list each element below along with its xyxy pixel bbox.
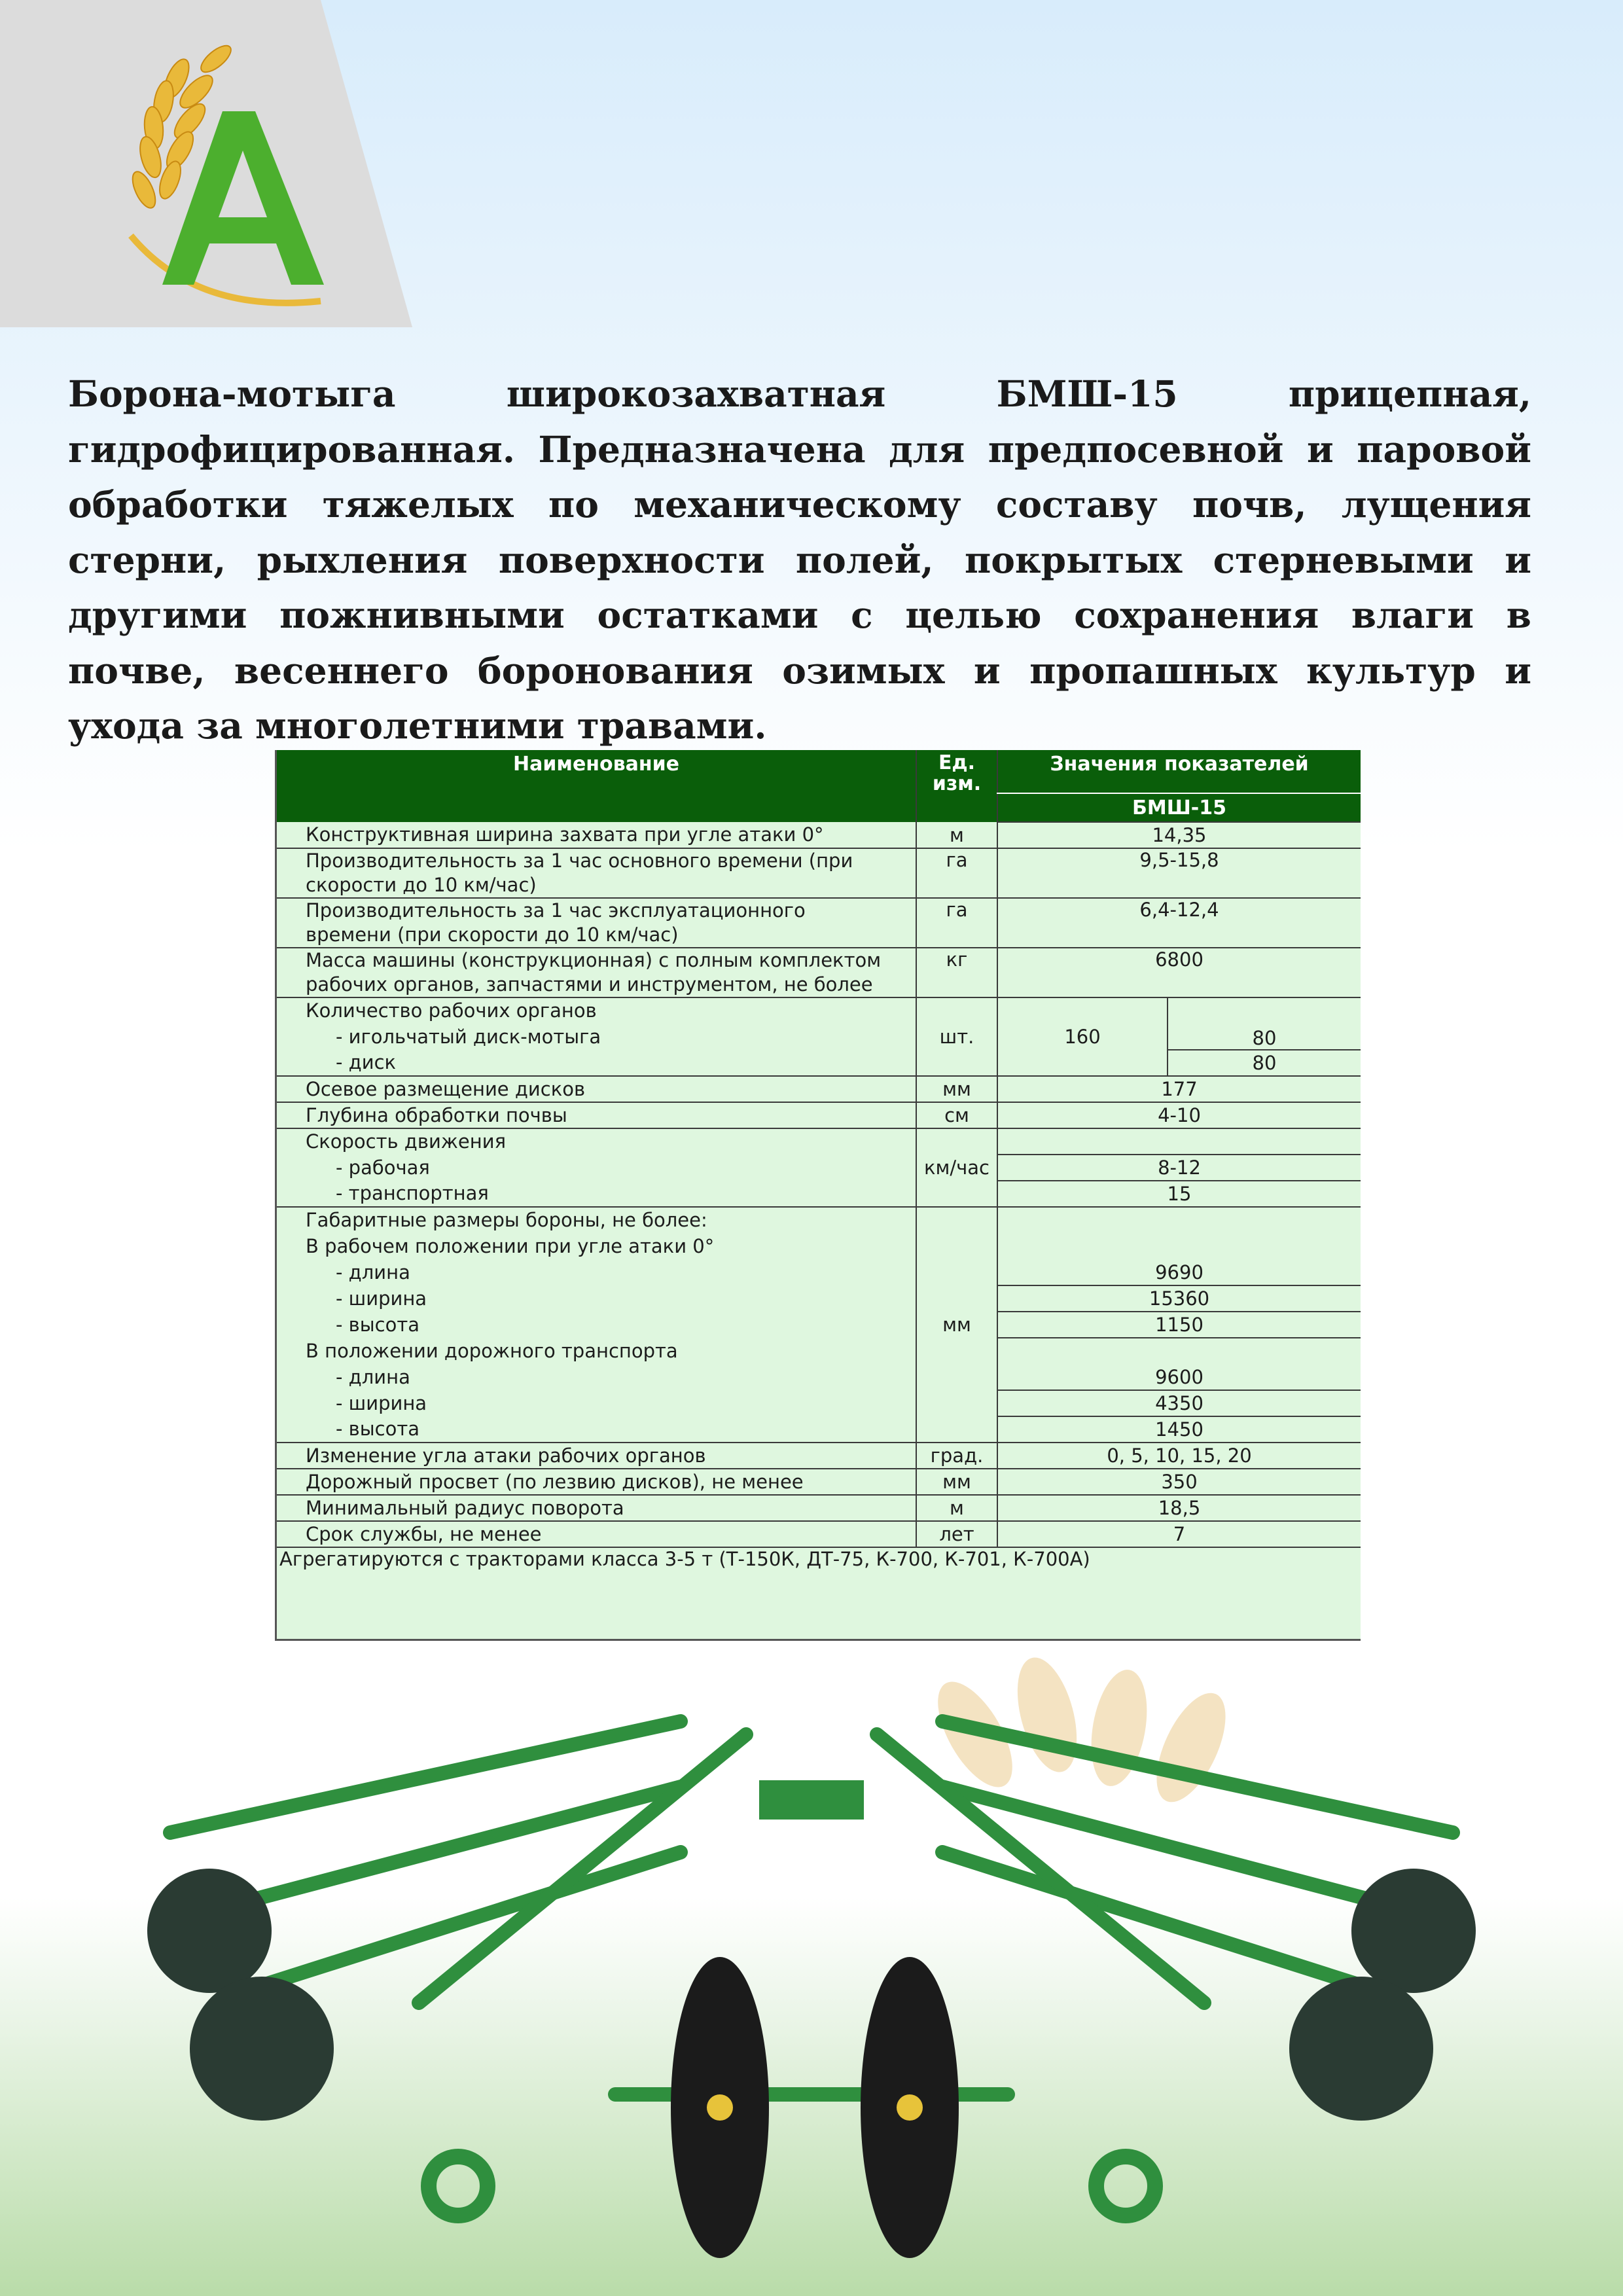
row-dims-w-len: 9690	[997, 1207, 1361, 1285]
header-name: Наименование	[277, 750, 916, 822]
row-dims-unit: мм	[916, 1207, 997, 1443]
row-dims-w-hei-label: - высота	[336, 1313, 420, 1336]
row-organs-value1: 80	[1168, 1024, 1361, 1050]
row-organs-title: Количество рабочих органов	[306, 999, 597, 1022]
row-dims-w-wid-label: - ширина	[336, 1287, 427, 1310]
row-dims-t-wid: 4350	[997, 1390, 1361, 1416]
row-clearance-name: Дорожный просвет (по лезвию дисков), не менее	[277, 1469, 916, 1495]
row-dims-t-hei-label: - высота	[336, 1418, 420, 1440]
row-prod-oper-name: Производительность за 1 час эксплуатационного	[306, 899, 806, 922]
row-speed-unit: км/час	[916, 1128, 997, 1207]
table-footer-tractors: Агрегатируются с тракторами класса 3-5 т (Т-150К, ДТ-75, К-700, К-701, К-700А)	[279, 1548, 1090, 1570]
row-prod-oper-unit: га	[916, 898, 997, 948]
row-width-name: Конструктивная ширина захвата при угле атаки 0°	[277, 822, 916, 848]
row-dims-w-len-label: - длина	[336, 1261, 410, 1283]
row-dims-t-len-label: - длина	[336, 1365, 410, 1388]
row-organs-item2: - диск	[336, 1051, 397, 1073]
header-unit: Ед. изм.	[916, 750, 997, 822]
row-dims-t-len: 9600	[997, 1338, 1361, 1390]
row-dims-t-hei: 1450	[997, 1416, 1361, 1443]
header-model: БМШ-15	[997, 793, 1361, 822]
row-speed-item1: - рабочая	[336, 1156, 430, 1179]
header-values: Значения показателей	[997, 750, 1361, 793]
row-width-value: 14,35	[997, 822, 1361, 848]
row-organs-total: 160	[997, 997, 1168, 1076]
row-dims-sub2: В положении дорожного транспорта	[306, 1339, 678, 1362]
wheat-logo-icon	[105, 39, 353, 321]
row-angle-value: 0, 5, 10, 15, 20	[997, 1443, 1361, 1469]
row-life-value: 7	[997, 1521, 1361, 1547]
row-prod-main-name: Производительность за 1 час основного времени (при	[306, 850, 853, 872]
row-organs-value2: 80	[1168, 1050, 1361, 1076]
row-dims-title: Габаритные размеры бороны, не более:	[306, 1209, 707, 1231]
row-dims-w-wid: 15360	[997, 1285, 1361, 1312]
row-dims-w-hei: 1150	[997, 1312, 1361, 1338]
row-radius-value: 18,5	[997, 1495, 1361, 1521]
row-angle-name: Изменение угла атаки рабочих органов	[277, 1443, 916, 1469]
row-spacing-name: Осевое размещение дисков	[277, 1076, 916, 1102]
row-radius-name: Минимальный радиус поворота	[277, 1495, 916, 1521]
row-mass-value: 6800	[997, 948, 1361, 997]
row-prod-main-value: 9,5-15,8	[997, 848, 1361, 898]
row-angle-unit: град.	[916, 1443, 997, 1469]
row-clearance-value: 350	[997, 1469, 1361, 1495]
row-life-name: Срок службы, не менее	[277, 1521, 916, 1547]
row-width-unit: м	[916, 822, 997, 848]
row-spacing-unit: мм	[916, 1076, 997, 1102]
disc-harrow-machine-illustration	[92, 1636, 1531, 2291]
row-speed-value2: 15	[997, 1181, 1361, 1207]
row-depth-name: Глубина обработки почвы	[277, 1102, 916, 1128]
row-organs-item1: - игольчатый диск-мотыга	[336, 1025, 601, 1048]
row-prod-main-name2: скорости до 10 км/час)	[306, 874, 537, 896]
row-mass-unit: кг	[916, 948, 997, 997]
row-prod-oper-name2: времени (при скорости до 10 км/час)	[306, 924, 679, 946]
row-prod-oper-value: 6,4-12,4	[997, 898, 1361, 948]
specification-table	[275, 750, 1361, 1641]
row-speed-title: Скорость движения	[306, 1130, 507, 1153]
row-dims-t-wid-label: - ширина	[336, 1391, 427, 1414]
row-speed-item2: - транспортная	[336, 1182, 489, 1204]
row-speed-value1: 8-12	[997, 1155, 1361, 1181]
row-spacing-value: 177	[997, 1076, 1361, 1102]
row-depth-value: 4-10	[997, 1102, 1361, 1128]
row-organs-unit: шт.	[916, 997, 997, 1076]
row-clearance-unit: мм	[916, 1469, 997, 1495]
row-dims-sub1: В рабочем положении при угле атаки 0°	[306, 1234, 715, 1257]
row-life-unit: лет	[916, 1521, 997, 1547]
row-radius-unit: м	[916, 1495, 997, 1521]
row-depth-unit: см	[916, 1102, 997, 1128]
row-mass-name: Масса машины (конструкционная) с полным комплектом	[306, 949, 882, 971]
row-mass-name2: рабочих органов, запчастями и инструментом, не более	[306, 973, 873, 996]
product-description: Борона-мотыга широкозахватная БМШ-15 прицепная, гидрофицированная. Предназначена для предпосевной и паровой обработки тяжелых по механическому составу почв, лущения стерни, рыхления поверхности полей, покрытых стерневыми и другими пожнивными остатками с целью сохранения влаги в почве, весеннего боронования озимых и пропашных культур и ухода за многолетними травами.	[68, 372, 1531, 747]
row-prod-main-unit: га	[916, 848, 997, 898]
